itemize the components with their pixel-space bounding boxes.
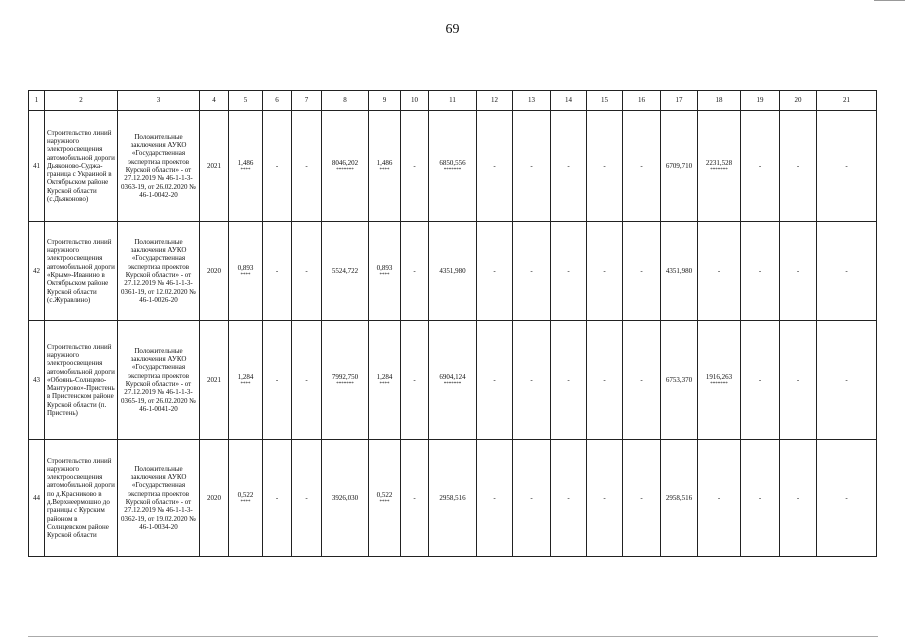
value-cell [429, 440, 477, 557]
top-edge-line [874, 0, 905, 1]
cell-value: - [640, 266, 643, 275]
column-header: 1 [29, 91, 45, 111]
cell-value: 5524,722 [331, 266, 359, 275]
value-cell [477, 111, 513, 222]
cell-value: 7992,750 [331, 373, 359, 382]
cell-value: 4351,980 [665, 266, 693, 275]
cell-value: - [603, 493, 606, 502]
value-cell [322, 222, 369, 321]
object-name: Строительство линий наружного электроосвещения автомобильной дороги Дьяконово-Суджа-граница с Украиной в Октябрьском районе Курской области (с.Дьяконово) [45, 111, 118, 222]
cell-value: - [758, 493, 762, 502]
value-cell [587, 111, 623, 222]
object-name: Строительство линий наружного электроосвещения автомобильной дороги по д.Красниково в д.Верхнеермошно до границы с Курским районом в Солнцевском районе Курской области [45, 440, 118, 557]
value-cell [661, 440, 698, 557]
value-cell [551, 222, 587, 321]
cell-value: 2231,528 [705, 159, 733, 168]
value-cell [741, 111, 780, 222]
cell-value: - [275, 161, 279, 170]
cell-value: - [758, 266, 762, 275]
year-cell: 2020 [200, 440, 229, 557]
cell-value: - [305, 493, 308, 502]
footnote-stars: ******* [336, 381, 354, 387]
cell-value: - [493, 375, 496, 384]
table-row [29, 321, 877, 440]
footnote-stars: **** [379, 272, 390, 278]
cell-value: - [493, 493, 496, 502]
expertise-conclusion: Положительные заключения АУКО «Государственная экспертиза проектов Курской области» - от 27.12.2019 № 46-1-1-3-0361-19, от 12.02.2020 № 46-1-0026-20 [118, 222, 200, 321]
year-cell: 2021 [200, 321, 229, 440]
value-cell [780, 321, 817, 440]
cell-value: - [493, 266, 496, 275]
column-header: 20 [780, 91, 817, 111]
row-index: 42 [29, 222, 45, 321]
column-header: 11 [429, 91, 477, 111]
value-cell [477, 222, 513, 321]
value-cell [780, 111, 817, 222]
footnote-stars: ******* [710, 381, 728, 387]
footnote-stars: **** [379, 381, 390, 387]
value-cell [551, 440, 587, 557]
value-cell [698, 321, 741, 440]
cell-value: - [640, 161, 643, 170]
cell-value: - [796, 375, 800, 384]
cell-value: - [305, 266, 308, 275]
column-header: 16 [623, 91, 661, 111]
footnote-stars: ******* [443, 167, 462, 173]
cell-value: - [603, 375, 606, 384]
column-header: 6 [263, 91, 292, 111]
value-cell [513, 222, 551, 321]
value-cell [292, 222, 322, 321]
footnote-stars: ******* [443, 381, 462, 387]
footnote-stars: **** [240, 167, 251, 173]
column-header: 8 [322, 91, 369, 111]
column-header: 19 [741, 91, 780, 111]
cell-value: - [567, 161, 570, 170]
cell-value: - [603, 161, 606, 170]
value-cell [229, 440, 263, 557]
cell-value: - [796, 266, 800, 275]
cell-value: - [640, 375, 643, 384]
cell-value: - [413, 266, 416, 275]
data-table [28, 90, 877, 557]
value-cell [477, 440, 513, 557]
cell-value: 1,284 [237, 373, 254, 382]
value-cell [229, 321, 263, 440]
cell-value: - [275, 375, 279, 384]
value-cell [623, 321, 661, 440]
value-cell [292, 440, 322, 557]
value-cell [698, 440, 741, 557]
value-cell [513, 440, 551, 557]
year-cell: 2020 [200, 222, 229, 321]
value-cell [477, 321, 513, 440]
value-cell [698, 111, 741, 222]
footnote-stars: ******* [336, 167, 354, 173]
row-index: 44 [29, 440, 45, 557]
column-header: 5 [229, 91, 263, 111]
value-cell [401, 222, 429, 321]
value-cell [429, 111, 477, 222]
cell-value: - [530, 161, 533, 170]
cell-value: - [796, 161, 800, 170]
value-cell [229, 111, 263, 222]
cell-value: - [845, 493, 848, 502]
footnote-stars: **** [240, 381, 251, 387]
value-cell [551, 111, 587, 222]
value-cell [551, 321, 587, 440]
column-header: 13 [513, 91, 551, 111]
cell-value: - [758, 375, 762, 384]
cell-value: - [567, 266, 570, 275]
value-cell [780, 222, 817, 321]
bottom-edge-line [28, 636, 878, 637]
value-cell [369, 222, 401, 321]
column-header: 7 [292, 91, 322, 111]
object-name: Строительство линий наружного электроосвещения автомобильной дороги «Обоянь-Солнцево-Мантурово»-Пристень в Пристенском районе Курской области (п. Пристень) [45, 321, 118, 440]
value-cell [292, 321, 322, 440]
cell-value: 0,893 [237, 264, 254, 273]
value-cell [661, 321, 698, 440]
value-cell [587, 222, 623, 321]
column-header: 18 [698, 91, 741, 111]
value-cell [369, 321, 401, 440]
cell-value: 6904,124 [439, 373, 466, 382]
value-cell [661, 222, 698, 321]
value-cell [322, 111, 369, 222]
value-cell [817, 440, 877, 557]
year-cell: 2021 [200, 111, 229, 222]
value-cell [429, 222, 477, 321]
column-header: 9 [369, 91, 401, 111]
column-header: 15 [587, 91, 623, 111]
cell-value: - [603, 266, 606, 275]
cell-value: - [640, 493, 643, 502]
value-cell [263, 440, 292, 557]
cell-value: 6850,556 [439, 159, 466, 168]
cell-value: 3926,030 [331, 493, 359, 502]
value-cell [229, 222, 263, 321]
value-cell [401, 321, 429, 440]
column-header: 3 [118, 91, 200, 111]
value-cell [698, 222, 741, 321]
cell-value: - [530, 266, 533, 275]
cell-value: 0,522 [237, 491, 254, 500]
cell-value: 1,284 [376, 373, 393, 382]
value-cell [623, 111, 661, 222]
footnote-stars: **** [240, 272, 251, 278]
cell-value: - [530, 375, 533, 384]
value-cell [513, 111, 551, 222]
column-header: 10 [401, 91, 429, 111]
cell-value: - [758, 161, 762, 170]
cell-value: 1916,263 [705, 373, 733, 382]
cell-value: - [530, 493, 533, 502]
value-cell [817, 321, 877, 440]
cell-value: - [796, 493, 800, 502]
value-cell [292, 111, 322, 222]
page-number: 69 [445, 22, 460, 37]
object-name: Строительство линий наружного электроосвещения автомобильной дороги «Крым»-Иванино в Октябрьском районе Курской области (с.Журавлино) [45, 222, 118, 321]
value-cell [780, 440, 817, 557]
cell-value: 4351,980 [439, 266, 466, 275]
cell-value: - [717, 266, 721, 275]
cell-value: - [305, 161, 308, 170]
column-header: 12 [477, 91, 513, 111]
cell-value: 1,486 [237, 159, 254, 168]
cell-value: - [567, 493, 570, 502]
value-cell [369, 440, 401, 557]
value-cell [741, 222, 780, 321]
cell-value: - [275, 493, 279, 502]
value-cell [401, 440, 429, 557]
column-header: 17 [661, 91, 698, 111]
expertise-conclusion: Положительные заключения АУКО «Государственная экспертиза проектов Курской области» - от 27.12.2019 № 46-1-1-3-0363-19, от 26.02.2020 № 46-1-0042-20 [118, 111, 200, 222]
cell-value: 8046,202 [331, 159, 359, 168]
value-cell [661, 111, 698, 222]
cell-value: 1,486 [376, 159, 393, 168]
value-cell [322, 321, 369, 440]
table-row [29, 440, 877, 557]
cell-value: 2958,516 [439, 493, 466, 502]
cell-value: 0,522 [376, 491, 393, 500]
value-cell [369, 111, 401, 222]
value-cell [587, 440, 623, 557]
column-header: 21 [817, 91, 877, 111]
cell-value: 2958,516 [665, 493, 693, 502]
table-row [29, 222, 877, 321]
cell-value: - [275, 266, 279, 275]
value-cell [741, 440, 780, 557]
header-row [29, 91, 877, 111]
cell-value: 6753,370 [665, 375, 693, 384]
row-index: 43 [29, 321, 45, 440]
cell-value: - [717, 493, 721, 502]
cell-value: 0,893 [376, 264, 393, 273]
cell-value: - [845, 266, 848, 275]
cell-value: - [413, 375, 416, 384]
value-cell [263, 222, 292, 321]
value-cell [817, 111, 877, 222]
value-cell [263, 111, 292, 222]
expertise-conclusion: Положительные заключения АУКО «Государственная экспертиза проектов Курской области» - от 27.12.2019 № 46-1-1-3-0365-19, от 26.02.2020 № 46-1-0041-20 [118, 321, 200, 440]
value-cell [263, 321, 292, 440]
footnote-stars: **** [379, 499, 390, 505]
footnote-stars: ******* [710, 167, 728, 173]
value-cell [513, 321, 551, 440]
cell-value: 6709,710 [665, 161, 693, 170]
cell-value: - [413, 493, 416, 502]
column-header: 14 [551, 91, 587, 111]
cell-value: - [567, 375, 570, 384]
expertise-conclusion: Положительные заключения АУКО «Государственная экспертиза проектов Курской области» - от 27.12.2019 № 46-1-1-3-0362-19, от 19.02.2020 № 46-1-0034-20 [118, 440, 200, 557]
value-cell [623, 222, 661, 321]
cell-value: - [845, 161, 848, 170]
value-cell [741, 321, 780, 440]
value-cell [429, 321, 477, 440]
value-cell [322, 440, 369, 557]
value-cell [817, 222, 877, 321]
cell-value: - [493, 161, 496, 170]
value-cell [623, 440, 661, 557]
table-row [29, 111, 877, 222]
column-header: 4 [200, 91, 229, 111]
cell-value: - [845, 375, 848, 384]
value-cell [587, 321, 623, 440]
footnote-stars: **** [240, 499, 251, 505]
cell-value: - [413, 161, 416, 170]
footnote-stars: **** [379, 167, 390, 173]
value-cell [401, 111, 429, 222]
row-index: 41 [29, 111, 45, 222]
cell-value: - [305, 375, 308, 384]
column-header: 2 [45, 91, 118, 111]
